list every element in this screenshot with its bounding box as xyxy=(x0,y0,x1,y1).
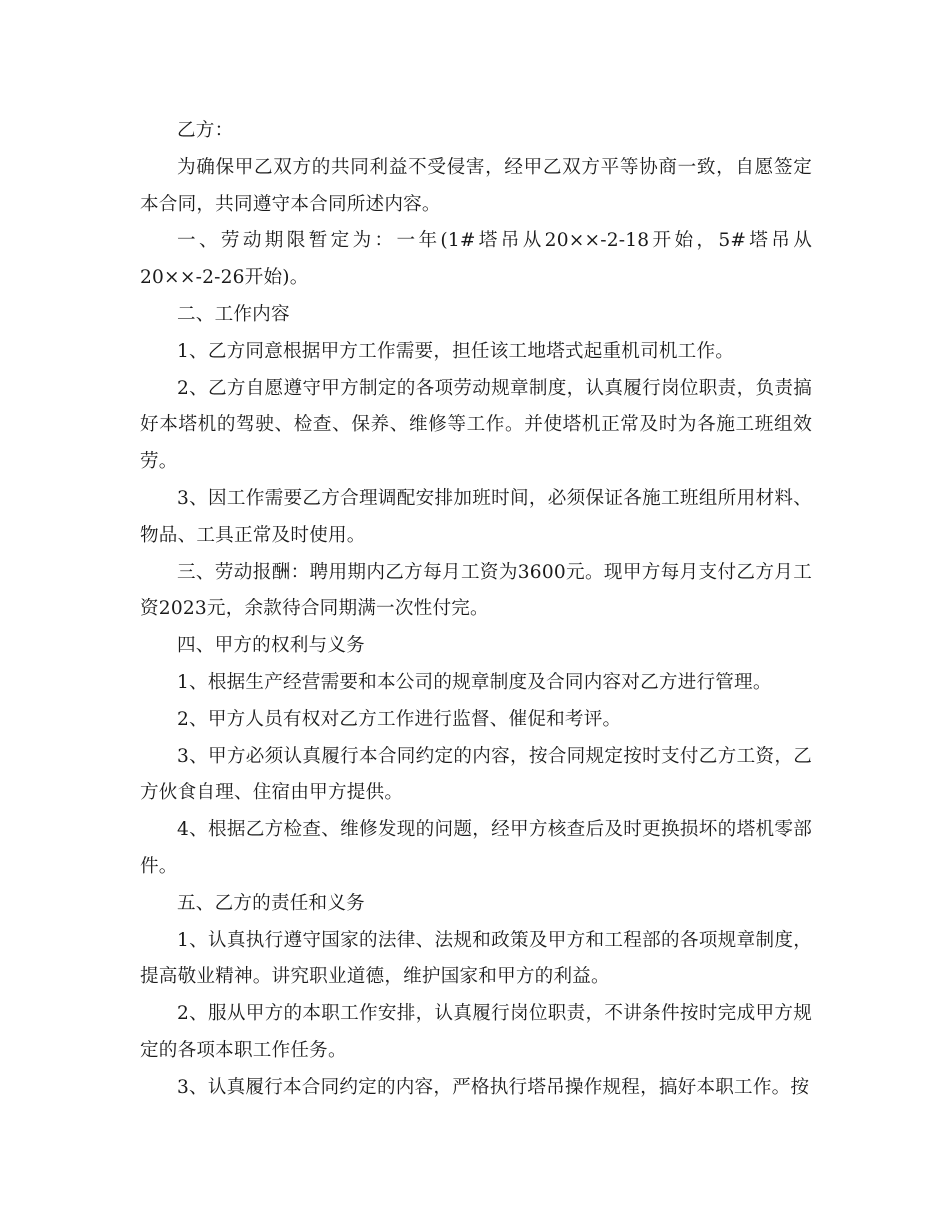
document-body xyxy=(140,113,812,1107)
party-b-item-2: 2、服从甲方的本职工作安排，认真履行岗位职责，不讲条件按时完成甲方规定的各项本职工作任务。 xyxy=(140,1003,812,1061)
work-item-2: 2、乙方自愿遵守甲方制定的各项劳动规章制度，认真履行岗位职责，负责搞好本塔机的驾驶、检查、保养、维修等工作。并使塔机正常及时为各施工班组效劳。 xyxy=(140,377,812,473)
party-a-item-1: 1、根据生产经营需要和本公司的规章制度及合同内容对乙方进行管理。 xyxy=(177,671,772,693)
work-item-3: 3、因工作需要乙方合理调配安排加班时间，必须保证各施工班组所用材料、物品、工具正常及时使用。 xyxy=(140,487,812,546)
party-b-item-3: 3、认真履行本合同约定的内容，严格执行塔吊操作规程，搞好本职工作。按 xyxy=(177,1076,810,1098)
section-heading-party-b: 五、乙方的责任和义务 xyxy=(177,892,365,914)
clause-term: 一、劳动期限暂定为：一年(1#塔吊从20××-2-18开始，5#塔吊从20××-2-26开始)。 xyxy=(140,230,812,289)
party-b-label: 乙方： xyxy=(177,120,234,141)
party-a-item-2: 2、甲方人员有权对乙方工作进行监督、催促和考评。 xyxy=(177,708,622,730)
section-heading-party-a: 四、甲方的权利与义务 xyxy=(177,635,365,657)
party-b-item-1: 1、认真执行遵守国家的法律、法规和政策及甲方和工程部的各项规章制度，提高敬业精神。讲究职业道德，维护国家和甲方的利益。 xyxy=(140,929,812,988)
intro-paragraph: 为确保甲乙双方的共同利益不受侵害，经甲乙双方平等协商一致，自愿签定本合同，共同遵守本合同所述内容。 xyxy=(140,156,812,215)
clause-salary: 三、劳动报酬：聘用期内乙方每月工资为3600元。现甲方每月支付乙方月工资2023元，余款待合同期满一次性付完。 xyxy=(140,561,812,620)
work-item-1: 1、乙方同意根据甲方工作需要，担任该工地塔式起重机司机工作。 xyxy=(177,340,735,362)
party-a-item-3: 3、甲方必须认真履行本合同约定的内容，按合同规定按时支付乙方工资，乙方伙食自理、住宿由甲方提供。 xyxy=(140,745,812,804)
section-heading-work: 二、工作内容 xyxy=(177,303,290,325)
party-a-item-4: 4、根据乙方检查、维修发现的问题，经甲方核查后及时更换损坏的塔机零部件。 xyxy=(140,819,812,877)
